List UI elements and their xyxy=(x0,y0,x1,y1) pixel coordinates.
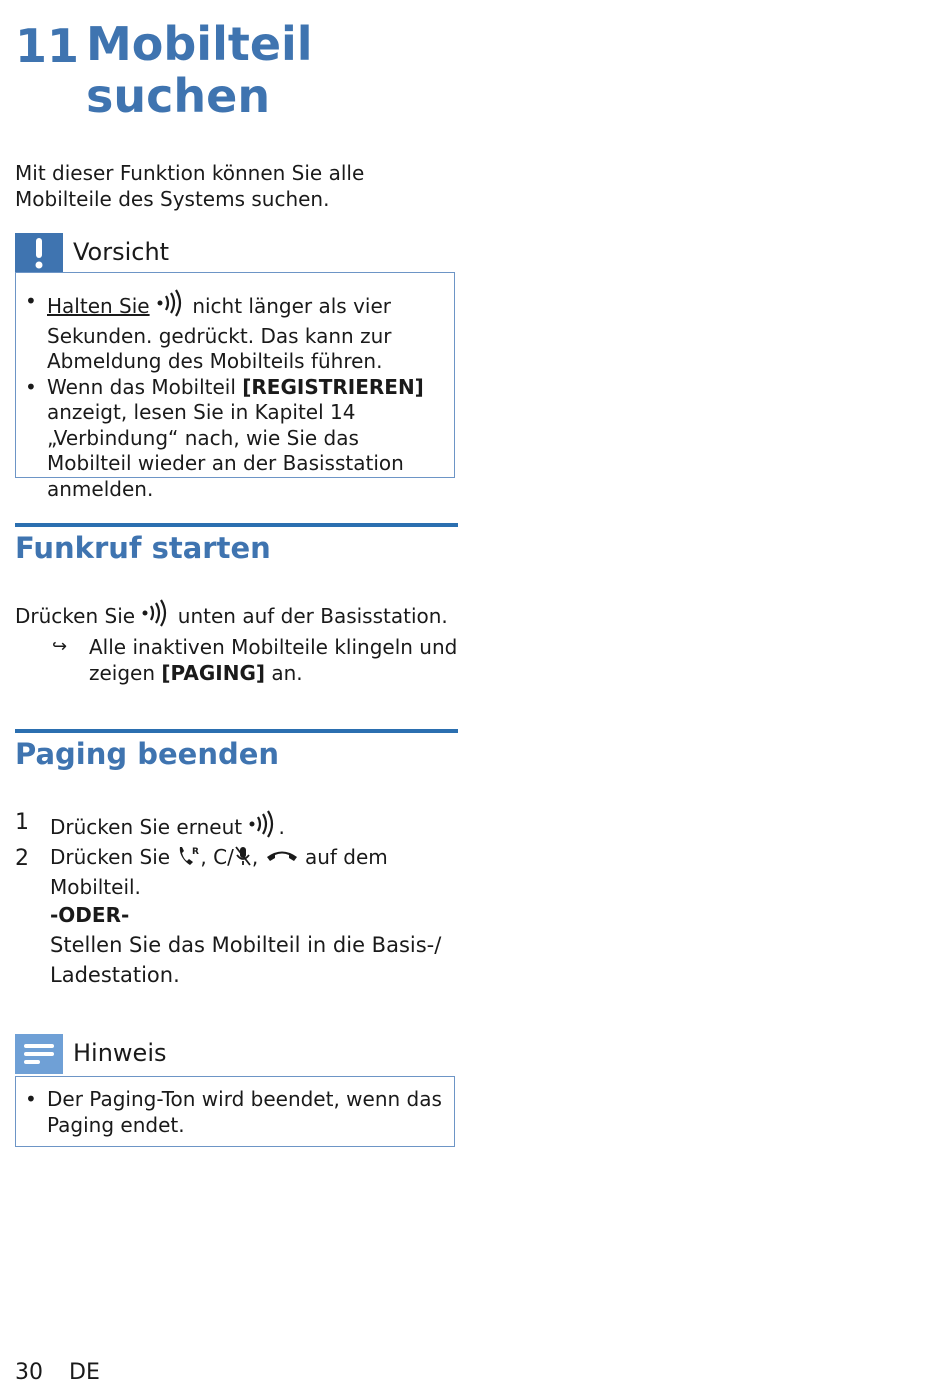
step1-text: Drücken Sie erneut xyxy=(50,815,243,839)
intro-text: Mit dieser Funktion können Sie alle Mobilteile des Systems suchen. xyxy=(15,161,365,211)
section-title-funkruf: Funkruf starten xyxy=(15,531,271,565)
section-rule xyxy=(15,729,458,733)
caution-item1-text: nicht länger als vier Sekunden. gedrückt. Das kann zur Abmeldung des Mobilteils führen. xyxy=(47,294,392,373)
clear-key-icon: C xyxy=(213,845,228,869)
paging-label: [PAGING] xyxy=(161,661,265,685)
register-label: [REGISTRIEREN] xyxy=(242,374,424,399)
section1-instruction xyxy=(15,599,465,633)
recall-phone-icon xyxy=(176,844,200,874)
result-text xyxy=(89,634,461,686)
language-code: DE xyxy=(69,1360,100,1385)
step2-text-a: Drücken Sie xyxy=(50,845,171,869)
svg-text:R: R xyxy=(192,847,200,857)
or-label: -ODER- xyxy=(50,903,130,927)
step-number: 1 xyxy=(15,810,29,835)
caution-box xyxy=(15,272,455,501)
warning-icon xyxy=(15,233,63,273)
step-1-text xyxy=(50,810,460,844)
step-2-text: Drücken Sie R , C/ , auf dem Mobilteil. xyxy=(50,845,388,899)
section1-text-b: unten auf der Basisstation. xyxy=(177,604,448,628)
caution-title: Vorsicht xyxy=(73,238,170,266)
list-item xyxy=(16,289,444,375)
list-item xyxy=(16,375,444,503)
step1-end: . xyxy=(278,815,285,839)
step-number: 2 xyxy=(15,846,29,871)
section1-text-a: Drücken Sie xyxy=(15,604,136,628)
note-icon xyxy=(15,1034,63,1074)
step2-text-b: auf dem Mobilteil. xyxy=(50,845,388,899)
caution-item2-text-a: Wenn das Mobilteil xyxy=(47,374,236,399)
caution-header xyxy=(15,233,456,273)
note-box xyxy=(15,1076,455,1147)
paging-icon xyxy=(248,810,278,844)
paging-icon xyxy=(141,599,171,633)
page-number: 30 xyxy=(15,1360,43,1385)
list-item: • Der Paging-Ton wird beendet, wenn das Paging endet. xyxy=(16,1087,444,1138)
result-text-a: Alle inaktiven Mobilteile klingeln und zeigen xyxy=(89,635,458,685)
page-footer xyxy=(15,1359,100,1387)
note-header xyxy=(15,1034,456,1074)
section-title-paging: Paging beenden xyxy=(15,737,280,771)
result-arrow-icon: ↪ xyxy=(52,636,68,657)
hold-link[interactable]: Halten Sie xyxy=(47,294,150,318)
mute-icon xyxy=(234,844,252,874)
chapter-title: Mobilteil suchen xyxy=(86,17,313,123)
note-title: Hinweis xyxy=(73,1039,167,1067)
chapter-number: 11 xyxy=(15,19,80,73)
section-rule xyxy=(15,523,458,527)
paging-icon xyxy=(156,289,186,324)
alternative-text: Stellen Sie das Mobilteil in die Basis-/ Ladestation. xyxy=(50,933,442,987)
end-call-icon xyxy=(265,846,299,874)
result-row xyxy=(52,634,462,694)
result-text-b: an. xyxy=(271,661,303,685)
caution-item2-text-b: anzeigt, lesen Sie in Kapitel 14 „Verbindung“ nach, wie Sie das Mobilteil wieder an der Basisstation anmelden. xyxy=(47,400,404,501)
